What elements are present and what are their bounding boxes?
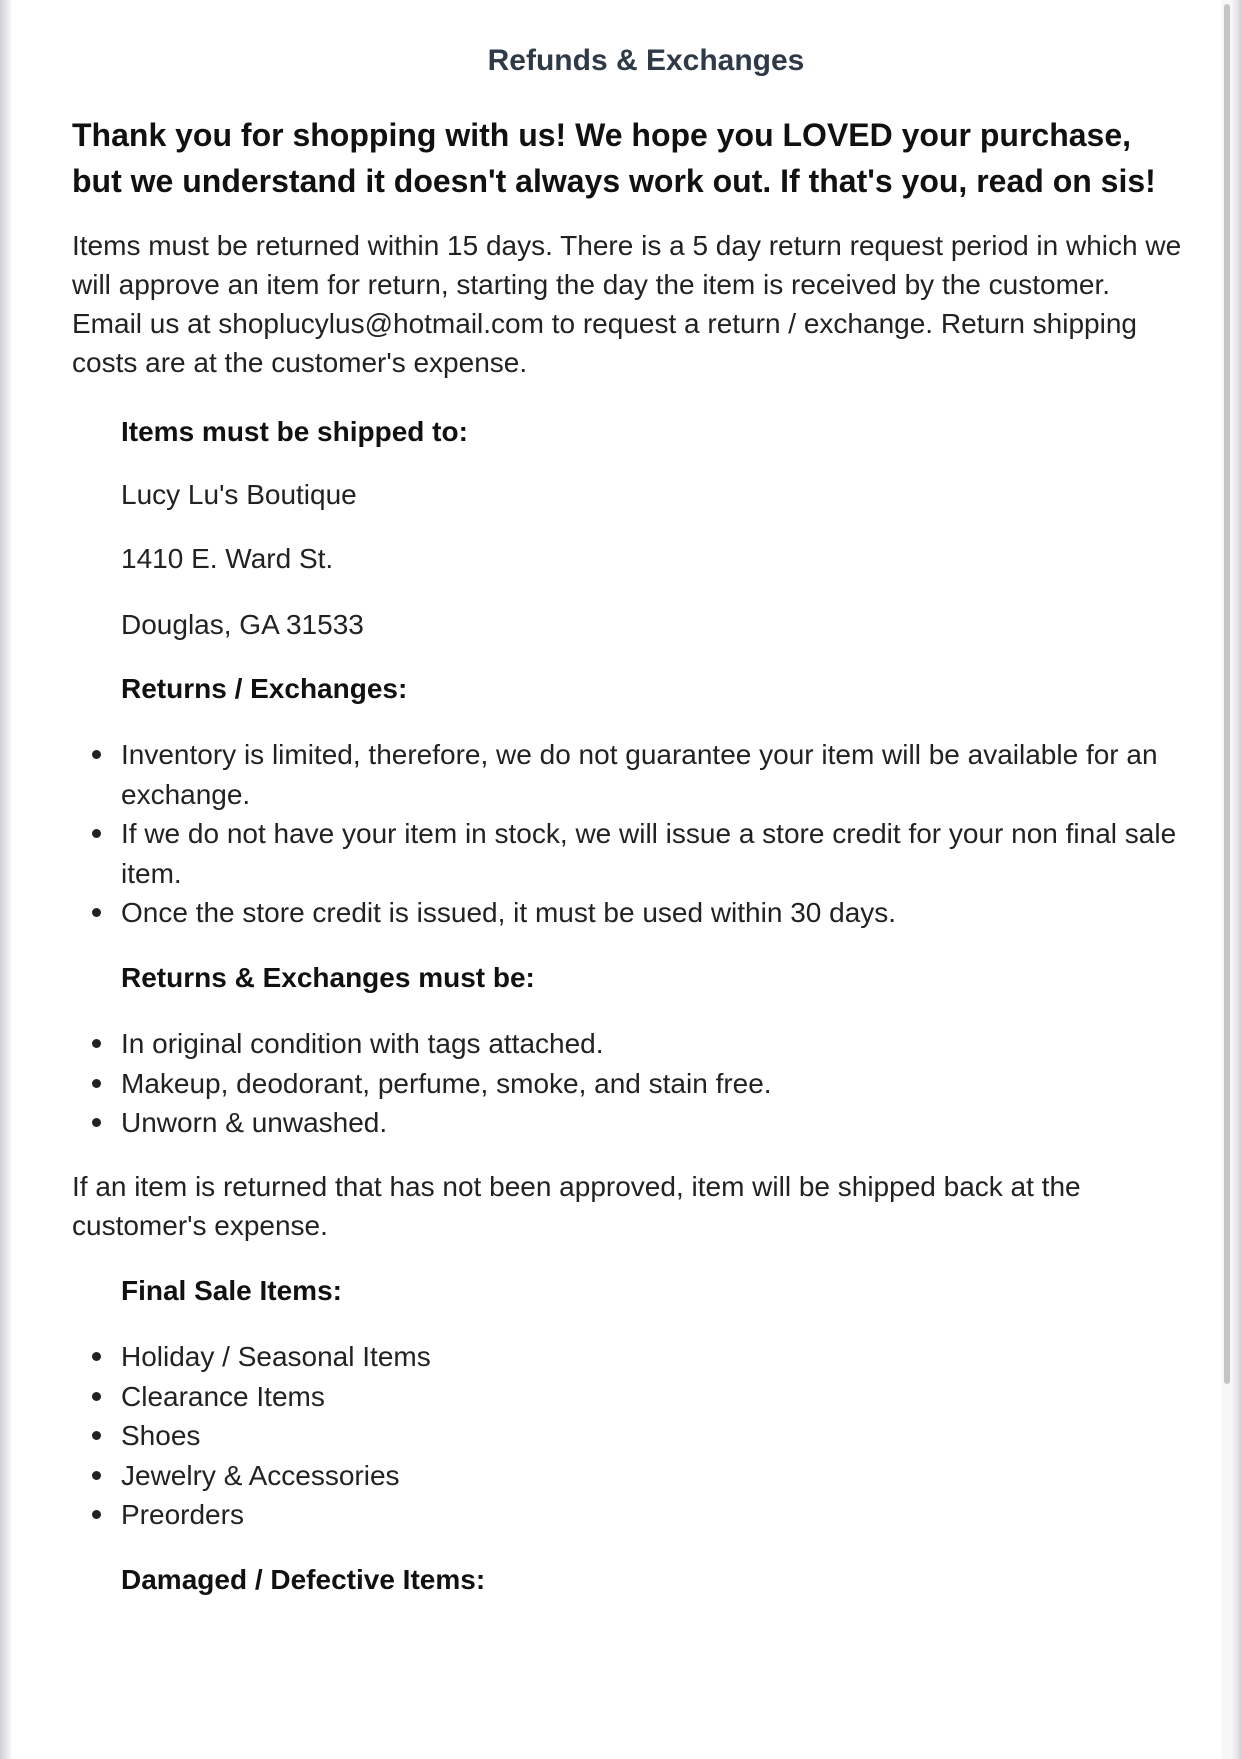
list-item [72, 1377, 1182, 1417]
shipping-city-state-zip: Douglas, GA 31533 [121, 609, 364, 640]
shipping-name: Lucy Lu's Boutique [121, 479, 357, 510]
list-item-text: Shoes [121, 1420, 201, 1451]
shipping-heading: Items must be shipped to: [121, 416, 468, 447]
intro-paragraph: Items must be returned within 15 days. There is a 5 day return request period in which we will approve an item for return, starting the day the item is received by the customer. Email us at shoplucylus@hotmail.com to request a return / exchange. Return shipping costs are at the customer's expense. [72, 230, 1182, 378]
list-item-text: Holiday / Seasonal Items [121, 1341, 431, 1372]
bullet-icon [92, 1039, 101, 1048]
list-item-text: Preorders [121, 1499, 244, 1530]
list-item [72, 1456, 1182, 1496]
returns-heading: Returns / Exchanges: [121, 673, 408, 704]
list-item [72, 814, 1182, 893]
bullet-icon [92, 829, 101, 838]
bullet-icon [92, 1431, 101, 1440]
page-title: Refunds & Exchanges [487, 44, 805, 77]
list-item [72, 893, 1182, 933]
final-sale-heading: Final Sale Items: [121, 1275, 342, 1306]
window-right-edge [1232, 0, 1242, 1759]
list-item-text: Clearance Items [121, 1380, 325, 1412]
list-item-text: Jewelry & Accessories [121, 1459, 400, 1491]
list-item-text: If we do not have your item in stock, we will issue a store credit for your non final sale item. [121, 818, 1177, 889]
list-item [72, 1337, 1182, 1377]
final-sale-list [72, 1337, 1182, 1535]
list-item [72, 735, 1182, 814]
returns-list [72, 735, 1182, 933]
conditions-heading: Returns & Exchanges must be: [121, 962, 535, 993]
shipping-street: 1410 E. Ward St. [121, 543, 334, 574]
list-item-text: Inventory is limited, therefore, we do not guarantee your item will be available for an exchange. [121, 739, 1158, 810]
list-item-text: Once the store credit is issued, it must be used within 30 days. [121, 897, 897, 928]
conditions-list [72, 1024, 1182, 1143]
bullet-icon [92, 1471, 101, 1480]
list-item [72, 1024, 1182, 1064]
bullet-icon [92, 1118, 101, 1127]
bullet-icon [92, 1392, 101, 1401]
damaged-heading: Damaged / Defective Items: [121, 1564, 486, 1595]
list-item [72, 1103, 1182, 1143]
list-item-text: Unworn & unwashed. [121, 1107, 388, 1138]
bullet-icon [92, 908, 101, 917]
list-item [72, 1064, 1182, 1104]
list-item-text: Makeup, deodorant, perfume, smoke, and stain free. [121, 1067, 772, 1099]
window-left-edge [0, 0, 11, 1759]
bullet-icon [92, 750, 101, 759]
scrollbar-thumb[interactable] [1224, 4, 1230, 1384]
list-item [72, 1495, 1182, 1535]
list-item [72, 1416, 1182, 1456]
unapproved-return-note: If an item is returned that has not been approved, item will be shipped back at the customer's expense. [72, 1171, 1081, 1241]
bullet-icon [92, 1352, 101, 1361]
bullet-icon [92, 1079, 101, 1088]
bullet-icon [92, 1510, 101, 1519]
list-item-text: In original condition with tags attached. [121, 1028, 604, 1059]
intro-heading: Thank you for shopping with us! We hope you LOVED your purchase, but we understand it doesn't always work out. If that's you, read on sis! [72, 117, 1156, 199]
